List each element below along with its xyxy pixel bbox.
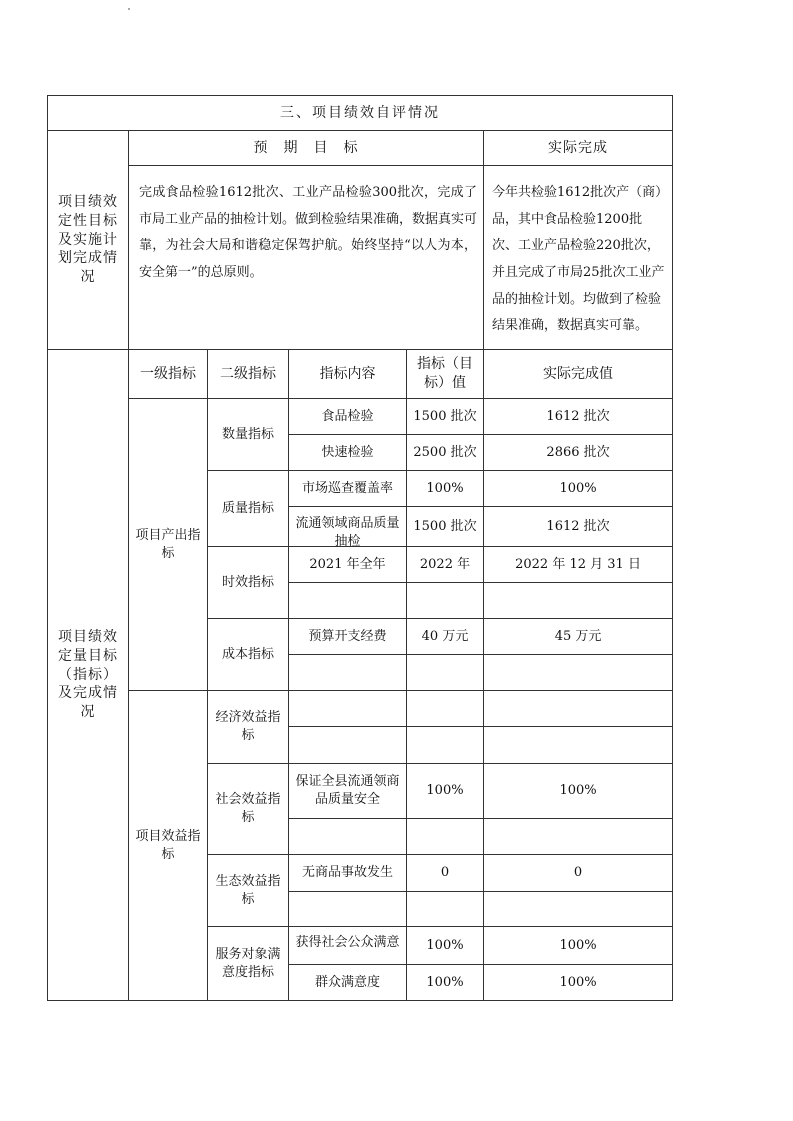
actual-cell: 45 万元 [484,619,673,655]
timeliness-indicator-label: 时效指标 [208,547,289,619]
content-cell: 无商品事故发生 [289,855,407,892]
ecological-indicator-label: 生态效益指标 [208,855,289,927]
actual-cell: 2866 批次 [484,435,673,471]
qualitative-body-row [48,166,673,350]
actual-cell: 0 [484,855,673,892]
quality-indicator-label: 质量指标 [208,471,289,547]
target-cell: 1500 批次 [407,507,484,547]
content-cell: 市场巡查覆盖率 [289,471,407,507]
empty-cell [289,892,407,927]
cost-indicator-label: 成本指标 [208,619,289,691]
target-cell: 2022 年 [407,547,484,583]
header-content: 指标内容 [289,350,407,399]
empty-cell [407,691,484,727]
empty-cell [484,583,673,619]
actual-cell: 100% [484,764,673,819]
content-text: 流通领域商品质量抽检 [295,515,400,549]
empty-cell [289,655,407,691]
empty-cell [407,892,484,927]
target-cell: 40 万元 [407,619,484,655]
economic-indicator-label: 经济效益指标 [208,691,289,764]
content-cell: 快速检验 [289,435,407,471]
actual-cell: 100% [484,965,673,1001]
target-cell: 100% [407,471,484,507]
content-cell: 2021 年全年 [289,547,407,583]
empty-cell [484,691,673,727]
content-cell [289,507,407,547]
qualitative-header-row [48,131,673,166]
empty-cell [407,819,484,855]
actual-cell: 100% [484,927,673,965]
target-cell: 100% [407,965,484,1001]
empty-cell [407,655,484,691]
empty-cell [484,892,673,927]
actual-text: 今年共检验1612批次产（商）品，其中食品检验1200批次、工业产品检验220批次，并且完成了市局25批次工业产品的抽检计划。均做到了检验结果准确，数据真实可靠。 [484,166,673,350]
content-cell: 预算开支经费 [289,619,407,655]
social-indicator-label: 社会效益指标 [208,764,289,855]
actual-header: 实际完成 [484,131,673,166]
content-cell: 食品检验 [289,399,407,435]
empty-cell [407,727,484,764]
quantity-indicator-label: 数量指标 [208,399,289,471]
target-cell: 0 [407,855,484,892]
table-row-empty [48,691,673,727]
section-title-row [48,96,673,131]
header-level1: 一级指标 [129,350,208,399]
empty-cell [289,691,407,727]
quantitative-header-row [48,350,673,399]
satisfaction-indicator-label: 服务对象满意度指标 [208,927,289,1001]
target-cell: 2500 批次 [407,435,484,471]
output-indicator-label: 项目产出指标 [129,399,208,691]
header-target: 指标（目标）值 [407,350,484,399]
actual-cell: 1612 批次 [484,507,673,547]
expected-text: 完成食品检验1612批次、工业产品检验300批次，完成了市局工业产品的抽检计划。做到检验结果准确，数据真实可靠，为社会大局和谐稳定保驾护航。始终坚持“以人为本，安全第一”的总原则。 [129,166,484,350]
target-cell: 100% [407,927,484,965]
target-cell: 1500 批次 [407,399,484,435]
content-cell: 保证全县流通领商品质量安全 [289,764,407,819]
expected-header: 预 期 目 标 [129,131,484,166]
empty-cell [289,583,407,619]
quantitative-label: 项目绩效定量目标（指标）及完成情况 [48,350,129,1001]
actual-cell: 2022 年 12 月 31 日 [484,547,673,583]
header-actual: 实际完成值 [484,350,673,399]
qualitative-label: 项目绩效定性目标及实施计划完成情况 [48,131,129,350]
actual-cell: 1612 批次 [484,399,673,435]
empty-cell [484,727,673,764]
performance-self-evaluation-table [47,95,673,1001]
empty-cell [289,727,407,764]
empty-cell [484,655,673,691]
content-cell [289,927,407,965]
header-level2: 二级指标 [208,350,289,399]
table-row [48,399,673,435]
target-cell: 100% [407,764,484,819]
content-text: 获得社会公众满意 [295,934,400,950]
actual-cell: 100% [484,471,673,507]
benefit-indicator-label: 项目效益指标 [129,691,208,1001]
empty-cell [484,819,673,855]
empty-cell [289,819,407,855]
section-title: 三、项目绩效自评情况 [48,96,673,131]
content-cell: 群众满意度 [289,965,407,1001]
scan-speck [128,8,130,10]
empty-cell [407,583,484,619]
